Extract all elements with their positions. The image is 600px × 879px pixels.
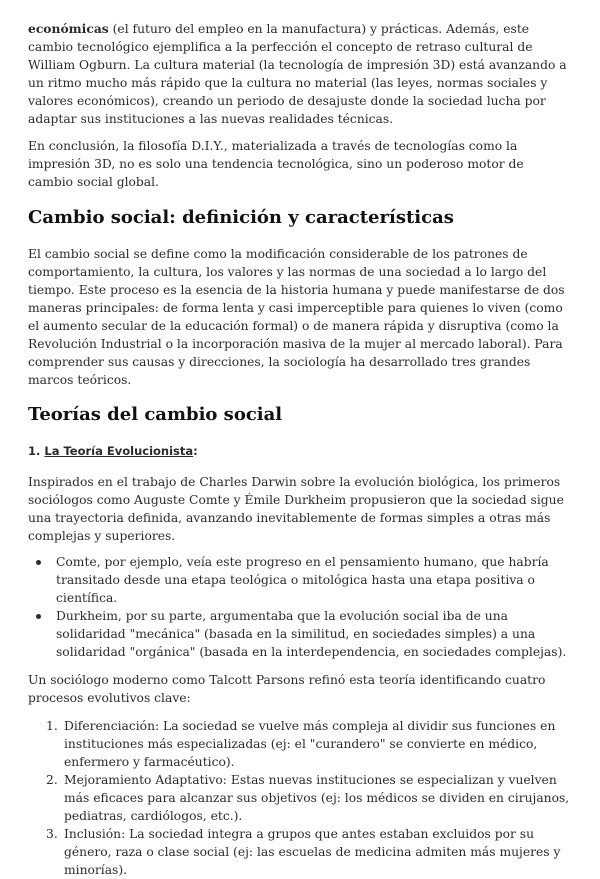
subheading-colon: : <box>193 444 198 458</box>
subheading-number: 1. <box>28 444 41 458</box>
intro-bold-lead: económicas <box>28 21 109 36</box>
section-heading-cambio-social: Cambio social: definición y características <box>28 207 454 228</box>
conclusion-paragraph: En conclusión, la filosofía D.I.Y., materializada a través de tecnologías como la impresión 3D, no es solo una tendencia tecnológica, sino un poderoso motor de cambio social global. <box>28 139 524 189</box>
list-number: 3. <box>46 827 58 841</box>
list-text: Diferenciación: La sociedad se vuelve más compleja al dividir sus funciones en instituciones más especializadas (ej: el "curandero" se convierte en médico, enfermero y farmacéutico). <box>64 719 556 769</box>
numbered-list <box>28 717 572 879</box>
list-number: 2. <box>46 773 58 787</box>
subheading-label: La Teoría Evolucionista <box>44 444 194 458</box>
list-item <box>28 717 572 771</box>
list-text: Inclusión: La sociedad integra a grupos que antes estaban excluidos por su género, raza o clase social (ej: las escuelas de medicina admiten más mujeres y minorías). <box>64 827 561 877</box>
intro-paragraph <box>28 20 572 128</box>
inspirados-paragraph: Inspirados en el trabajo de Charles Darwin sobre la evolución biológica, los primeros sociólogos como Auguste Comte y Émile Durkheim propusieron que la sociedad sigue una trayectoria definida, avanzando inevitablemente de formas simples a otras más complejas y superiores. <box>28 475 564 543</box>
list-item <box>28 825 572 879</box>
list-number: 1. <box>46 719 58 733</box>
subheading-evolucionista <box>28 442 572 460</box>
section-heading-teorias: Teorías del cambio social <box>28 404 283 425</box>
intro-text: (el futuro del empleo en la manufactura) y prácticas. Además, este cambio tecnológico ejemplifica a la perfección el concepto de retraso cultural de William Ogburn. La cultura material (la tecnología de impresión 3D) está avanzando a un ritmo mucho más rápido que la cultura no material (las leyes, normas sociales y valores económicos), creando un periodo de desajuste donde la sociedad lucha por adaptar sus instituciones a las nuevas realidades técnicas. <box>28 22 567 126</box>
parsons-paragraph: Un sociólogo moderno como Talcott Parsons refinó esta teoría identificando cuatro procesos evolutivos clave: <box>28 673 546 705</box>
list-item: Comte, por ejemplo, veía este progreso en el pensamiento humano, que habría transitado desde una etapa teológica o mitológica hasta una etapa positiva o científica. <box>28 553 572 607</box>
definition-paragraph: El cambio social se define como la modificación considerable de los patrones de comportamiento, la cultura, los valores y las normas de una sociedad a lo largo del tiempo. Este proceso es la esencia de la historia humana y puede manifestarse de dos maneras principales: de forma lenta y casi imperceptible para quienes lo viven (como el aumento secular de la educación formal) o de manera rápida y disruptiva (como la Revolución Industrial o la incorporación masiva de la mujer al mercado laboral). Para comprender sus causas y direcciones, la sociología ha desarrollado tres grandes marcos teóricos. <box>28 247 565 387</box>
bullet-list-wrapper <box>28 553 572 661</box>
list-text: Mejoramiento Adaptativo: Estas nuevas instituciones se especializan y vuelven más eficaces para alcanzar sus objetivos (ej: los médicos se dividen en cirujanos, pediatras, cardiólogos, etc.). <box>64 773 570 823</box>
bullet-list <box>28 553 572 661</box>
list-item: Durkheim, por su parte, argumentaba que la evolución social iba de una solidaridad "mecánica" (basada en la similitud, en sociedades simples) a una solidaridad "orgánica" (basada en la interdependencia, en sociedades complejas). <box>28 607 572 661</box>
list-item <box>28 771 572 825</box>
